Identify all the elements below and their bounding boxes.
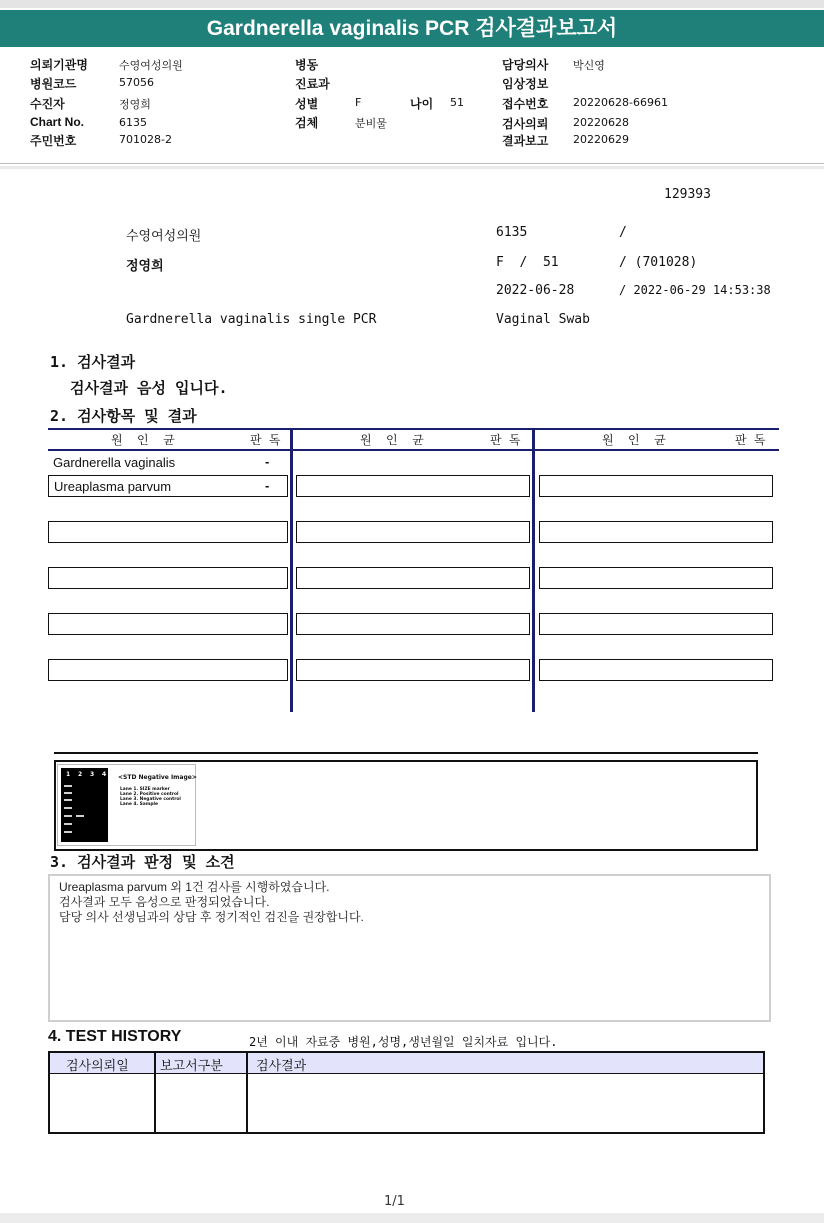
history-col-report-type: 보고서구분 bbox=[160, 1059, 223, 1074]
gel-legend-title: <STD Negative Image> bbox=[118, 774, 197, 781]
lane-number: 4 bbox=[102, 771, 107, 778]
gel-band bbox=[64, 815, 72, 817]
history-table bbox=[48, 1051, 765, 1134]
gel-photo bbox=[61, 768, 108, 842]
ward-label: 병동 bbox=[295, 58, 319, 72]
summary-report-datetime: / 2022-06-29 14:53:38 bbox=[619, 283, 771, 297]
section4-title: 4. TEST HISTORY bbox=[48, 1028, 182, 1045]
table-column-divider-1 bbox=[290, 428, 293, 712]
top-toolbar-strip bbox=[0, 0, 824, 8]
result-cell bbox=[539, 475, 773, 497]
table-column-divider-2 bbox=[532, 428, 535, 712]
resident-no-value: 701028-2 bbox=[119, 133, 172, 146]
section3-title: 3. 검사결과 판정 및 소견 bbox=[50, 853, 235, 871]
header-divider bbox=[0, 163, 824, 164]
gel-band bbox=[64, 823, 72, 825]
result-cell bbox=[296, 613, 530, 635]
result-cell bbox=[539, 521, 773, 543]
report-title: Gardnerella vaginalis PCR 검사결과보고서 bbox=[0, 10, 824, 47]
result-judgment: - bbox=[265, 454, 270, 469]
summary-birth: / (701028) bbox=[619, 255, 698, 270]
col3-pathogen-header: 원 인 균 bbox=[602, 433, 666, 447]
lane-number: 1 bbox=[66, 771, 71, 778]
gel-band bbox=[64, 799, 72, 801]
summary-specimen: Vaginal Swab bbox=[496, 312, 590, 327]
header-divider-shadow bbox=[0, 166, 824, 169]
lane-number: 3 bbox=[90, 771, 95, 778]
result-cell bbox=[539, 613, 773, 635]
result-pathogen: Gardnerella vaginalis bbox=[53, 455, 176, 470]
result-cell bbox=[48, 567, 288, 589]
opinion-line: 담당 의사 선생님과의 상담 후 정기적인 검진을 권장합니다. bbox=[59, 910, 364, 924]
specimen-value: 분비물 bbox=[355, 117, 387, 130]
lane-number: 2 bbox=[78, 771, 83, 778]
history-col-divider bbox=[246, 1053, 248, 1132]
age-value: 51 bbox=[450, 96, 464, 109]
opinion-box bbox=[48, 874, 771, 1022]
hospital-name-label: 의뢰기관명 bbox=[30, 58, 88, 72]
result-judgment: - bbox=[265, 478, 270, 493]
sex-label: 성별 bbox=[295, 97, 319, 111]
result-cell bbox=[296, 521, 530, 543]
sex-value: F bbox=[355, 96, 362, 109]
page-indicator: 1/1 bbox=[384, 1194, 405, 1209]
gel-band bbox=[64, 831, 72, 833]
doctor-value: 박신영 bbox=[573, 59, 605, 72]
gel-band bbox=[64, 792, 72, 794]
receipt-no-label: 접수번호 bbox=[502, 97, 549, 111]
summary-sex-age: F / 51 bbox=[496, 255, 559, 270]
history-col-request-date: 검사의뢰일 bbox=[66, 1059, 129, 1074]
patient-value: 정영희 bbox=[119, 98, 151, 111]
doctor-label: 담당의사 bbox=[502, 58, 549, 72]
image-top-rule bbox=[54, 752, 758, 754]
col1-pathogen-header: 원 인 균 bbox=[111, 433, 175, 447]
hospital-name-value: 수영여성의원 bbox=[119, 59, 183, 72]
result-cell bbox=[48, 613, 288, 635]
section2-title: 2. 검사항목 및 결과 bbox=[50, 407, 197, 425]
summary-chart-slash: / bbox=[619, 225, 627, 240]
col2-pathogen-header: 원 인 균 bbox=[360, 433, 424, 447]
history-table-header bbox=[50, 1053, 763, 1074]
age-label: 나이 bbox=[410, 97, 434, 111]
summary-test-name: Gardnerella vaginalis single PCR bbox=[126, 312, 377, 327]
result-cell bbox=[296, 567, 530, 589]
chart-no-label: Chart No. bbox=[30, 115, 84, 129]
gel-legend-item: Lane 4. Sample bbox=[120, 802, 158, 807]
col2-judgment-header: 판 독 bbox=[490, 433, 521, 447]
receipt-no-value: 20220628-66961 bbox=[573, 96, 668, 109]
report-date-value: 20220629 bbox=[573, 133, 629, 146]
resident-no-label: 주민번호 bbox=[30, 134, 77, 148]
result-cell bbox=[539, 659, 773, 681]
hospital-code-value: 57056 bbox=[119, 76, 154, 89]
report-date-label: 결과보고 bbox=[502, 134, 549, 148]
result-cell bbox=[296, 475, 530, 497]
history-col-result: 검사결과 bbox=[256, 1059, 307, 1074]
summary-request-date: 2022-06-28 bbox=[496, 283, 575, 298]
history-col-divider bbox=[154, 1053, 156, 1132]
table-header-rule bbox=[48, 449, 779, 451]
result-cell bbox=[48, 659, 288, 681]
table-top-rule bbox=[48, 428, 779, 430]
summary-patient-name: 정영희 bbox=[126, 259, 164, 274]
gel-legend-item: Lane 2. Positive control bbox=[120, 792, 179, 797]
opinion-line: 검사결과 모두 음성으로 판정되었습니다. bbox=[59, 895, 270, 909]
request-date-value: 20220628 bbox=[573, 116, 629, 129]
specimen-label: 검체 bbox=[295, 116, 319, 130]
patient-label: 수진자 bbox=[30, 97, 65, 111]
report-number: 129393 bbox=[664, 187, 711, 202]
gel-band bbox=[76, 815, 84, 817]
chart-no-value: 6135 bbox=[119, 116, 147, 129]
col3-judgment-header: 판 독 bbox=[735, 433, 766, 447]
col1-judgment-header: 판 독 bbox=[250, 433, 281, 447]
gel-band bbox=[64, 807, 72, 809]
result-cell bbox=[539, 567, 773, 589]
opinion-line: Ureaplasma parvum 외 1건 검사를 시행하였습니다. bbox=[59, 880, 330, 894]
bottom-strip bbox=[0, 1213, 824, 1223]
gel-band bbox=[64, 785, 72, 787]
clinical-info-label: 임상정보 bbox=[502, 77, 549, 91]
result-cell bbox=[48, 521, 288, 543]
summary-clinic: 수영여성의원 bbox=[126, 229, 202, 244]
gel-image bbox=[57, 764, 196, 846]
department-label: 진료과 bbox=[295, 77, 330, 91]
history-note: 2년 이내 자료중 병원,성명,생년월일 일치자료 입니다. bbox=[249, 1035, 558, 1049]
section1-result: 검사결과 음성 입니다. bbox=[70, 379, 228, 397]
result-cell bbox=[296, 659, 530, 681]
hospital-code-label: 병원코드 bbox=[30, 77, 77, 91]
section1-title: 1. 검사결과 bbox=[50, 353, 136, 371]
summary-chart: 6135 bbox=[496, 225, 528, 240]
result-pathogen: Ureaplasma parvum bbox=[54, 479, 172, 494]
request-date-label: 검사의뢰 bbox=[502, 117, 549, 131]
gel-legend-item: Lane 3. Negative control bbox=[120, 797, 181, 802]
gel-legend-item: Lane 1. SIZE marker bbox=[120, 787, 170, 792]
